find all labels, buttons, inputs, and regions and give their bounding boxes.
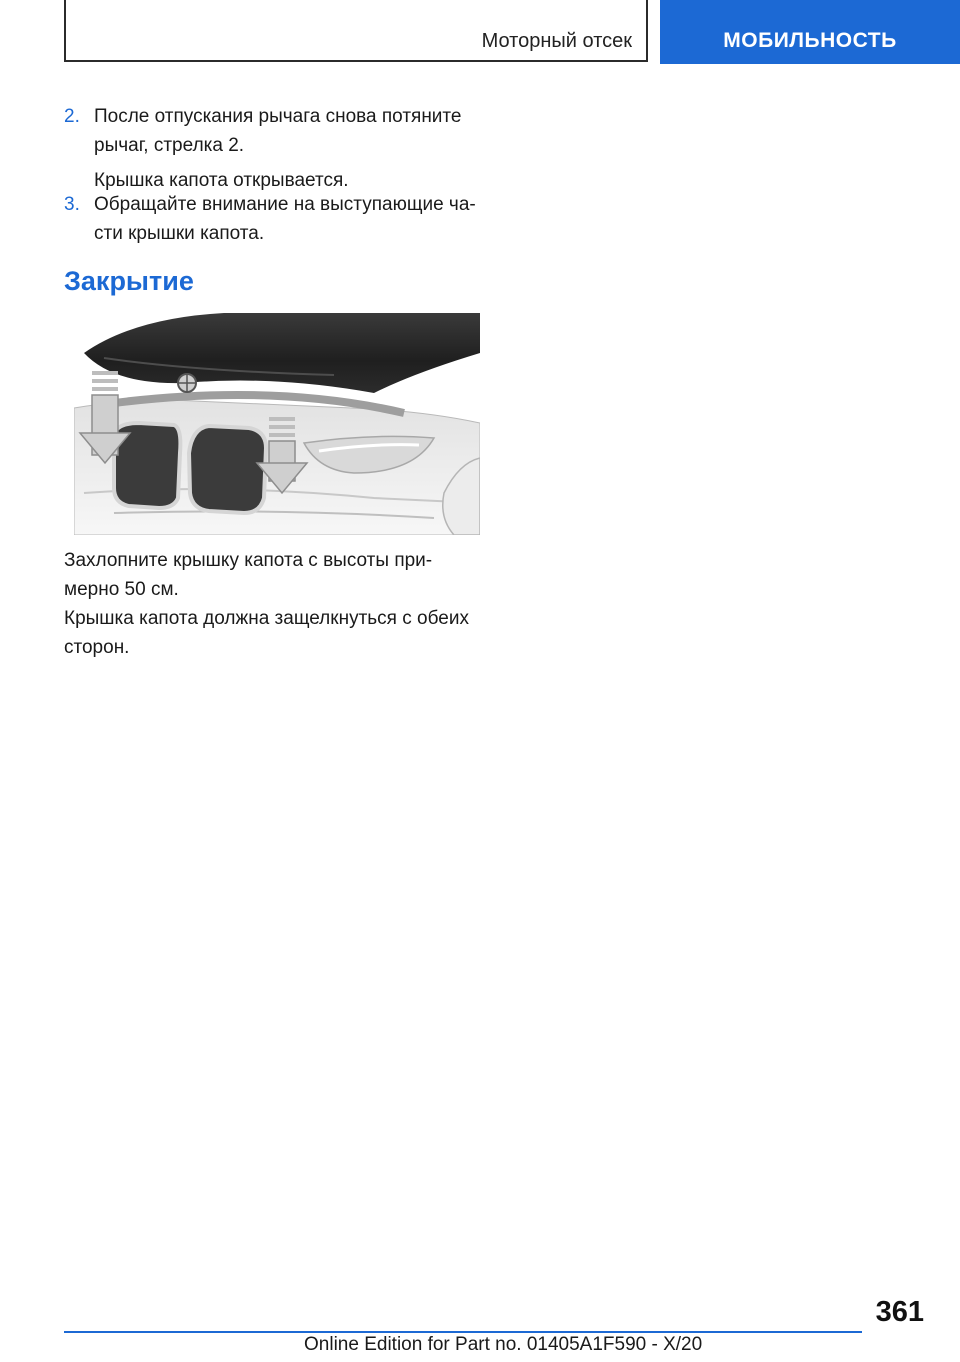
car-hood-image (74, 313, 480, 535)
closing-instruction: Захлопните крышку капота с высоты при-мерно 50 см. (64, 550, 433, 600)
footer-edition: Online Edition for Part no. 01405A1F590 - X/20 (304, 1334, 703, 1355)
section-heading: Закрытие (64, 266, 194, 296)
closing-note: Крышка капота должна защелкнуться с обеих сторон. (64, 608, 469, 658)
step-number: 3. (64, 194, 80, 215)
step-number: 2. (64, 106, 80, 127)
chapter-tab (660, 0, 960, 64)
page-number: 361 (875, 1296, 924, 1328)
step-text: Обращайте внимание на выступающие ча-сти крышки капота. (94, 194, 476, 244)
chapter-title: МОБИЛЬНОСТЬ (723, 29, 897, 52)
header-section-box (64, 0, 648, 62)
step-note: Крышка капота открывается. (94, 170, 349, 191)
step-text: После отпускания рычага снова потяните рычаг, стрелка 2. (94, 106, 462, 156)
section-title: Моторный отсек (481, 30, 632, 52)
footer-divider (64, 1331, 862, 1333)
hood-closing-illustration (74, 313, 480, 535)
